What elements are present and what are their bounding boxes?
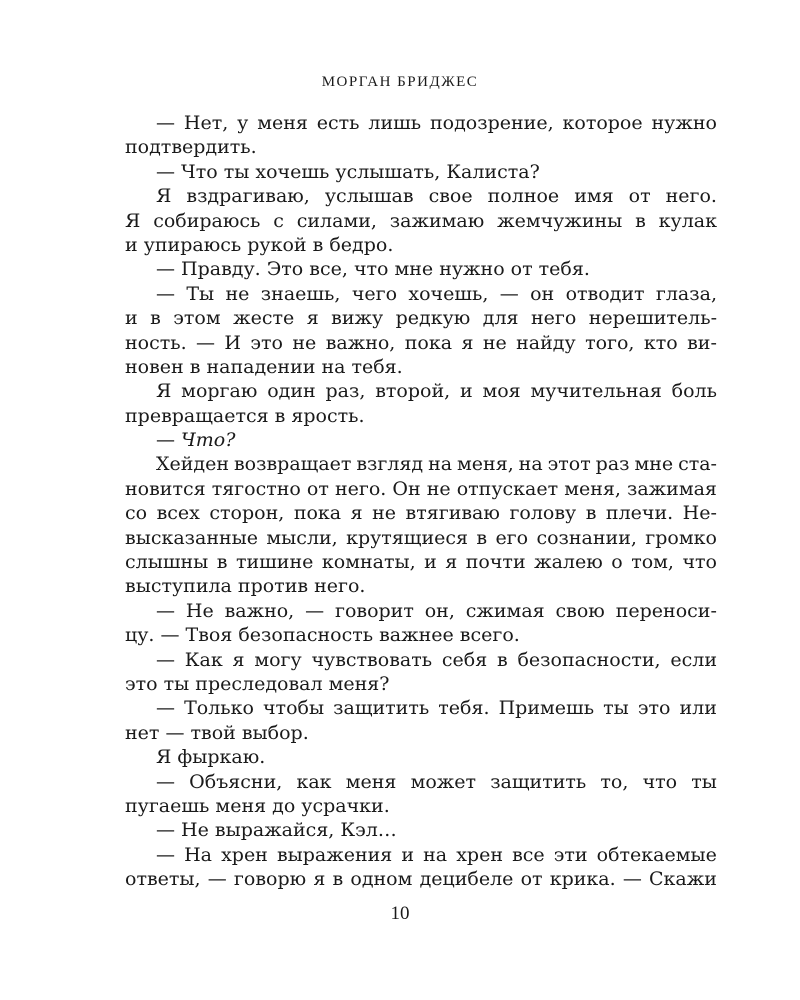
text-line: — Как я могу чувствовать себя в безопасности, если <box>156 648 717 671</box>
text-line: — Объясни, как меня может защитить то, что ты <box>156 770 717 793</box>
italic-word: Что? <box>181 429 236 452</box>
running-head: МОРГАН БРИДЖЕС <box>321 74 479 90</box>
text-line: — Нет, у меня есть лишь подозрение, которое нужно <box>156 112 717 134</box>
text-line: Я фыркаю. <box>156 746 266 769</box>
dash: — <box>156 429 182 452</box>
text-line <box>125 428 717 452</box>
page-number: 10 <box>390 903 410 924</box>
text-line: новен в нападении на тебя. <box>125 355 403 378</box>
text-line: — Только чтобы защитить тебя. Примешь ты это или <box>156 697 717 720</box>
text-line: со всех сторон, пока я не втягиваю голову в плечи. Не- <box>125 502 717 525</box>
text-line: это ты преследовал меня? <box>125 672 390 695</box>
text-line: выступила против него. <box>125 575 366 598</box>
text-line: Я собираюсь с силами, зажимаю жемчужины в кулак <box>125 209 717 232</box>
text-line: слышны в тишине комнаты, и я почти жалею о том, что <box>125 551 717 574</box>
text-line: высказанные мысли, крутящиеся в его сознании, громко <box>125 526 717 549</box>
text-line: подтвердить. <box>125 136 257 159</box>
text-line: — Не важно, — говорит он, сжимая свою переноси- <box>156 599 717 622</box>
text-line: пугаешь меня до усрачки. <box>125 794 390 817</box>
text-line: — Что ты хочешь услышать, Калиста? <box>156 160 540 183</box>
text-line: и упираюсь рукой в бедро. <box>125 233 394 256</box>
text-line: нет — твой выбор. <box>125 721 309 744</box>
text-line: ность. — И это не важно, пока я не найду того, кто ви- <box>125 331 717 354</box>
text-line: новится тягостно от него. Он не отпускает меня, зажимая <box>125 477 717 500</box>
text-line: — Не выражайся, Кэл… <box>156 819 397 842</box>
text-line: Я вздрагиваю, услышав свое полное имя от него. <box>156 185 717 208</box>
text-line: и в этом жесте я вижу редкую для него нерешитель- <box>125 307 717 330</box>
text-line: — Правду. Это все, что мне нужно от тебя. <box>156 258 590 281</box>
body-text <box>125 111 717 892</box>
text-line: — На хрен выражения и на хрен все эти обтекаемые <box>156 843 717 866</box>
text-line: Хейден возвращает взгляд на меня, на этот раз мне ста- <box>156 453 717 476</box>
text-line: ответы, — говорю я в одном децибеле от крика. — Скажи <box>125 868 717 891</box>
text-line: — Ты не знаешь, чего хочешь, — он отводит глаза, <box>156 282 717 305</box>
text-line: превращается в ярость. <box>125 404 365 427</box>
text-line: цу. — Твоя безопасность важнее всего. <box>125 624 520 647</box>
text-line: Я моргаю один раз, второй, и моя мучительная боль <box>156 380 717 403</box>
